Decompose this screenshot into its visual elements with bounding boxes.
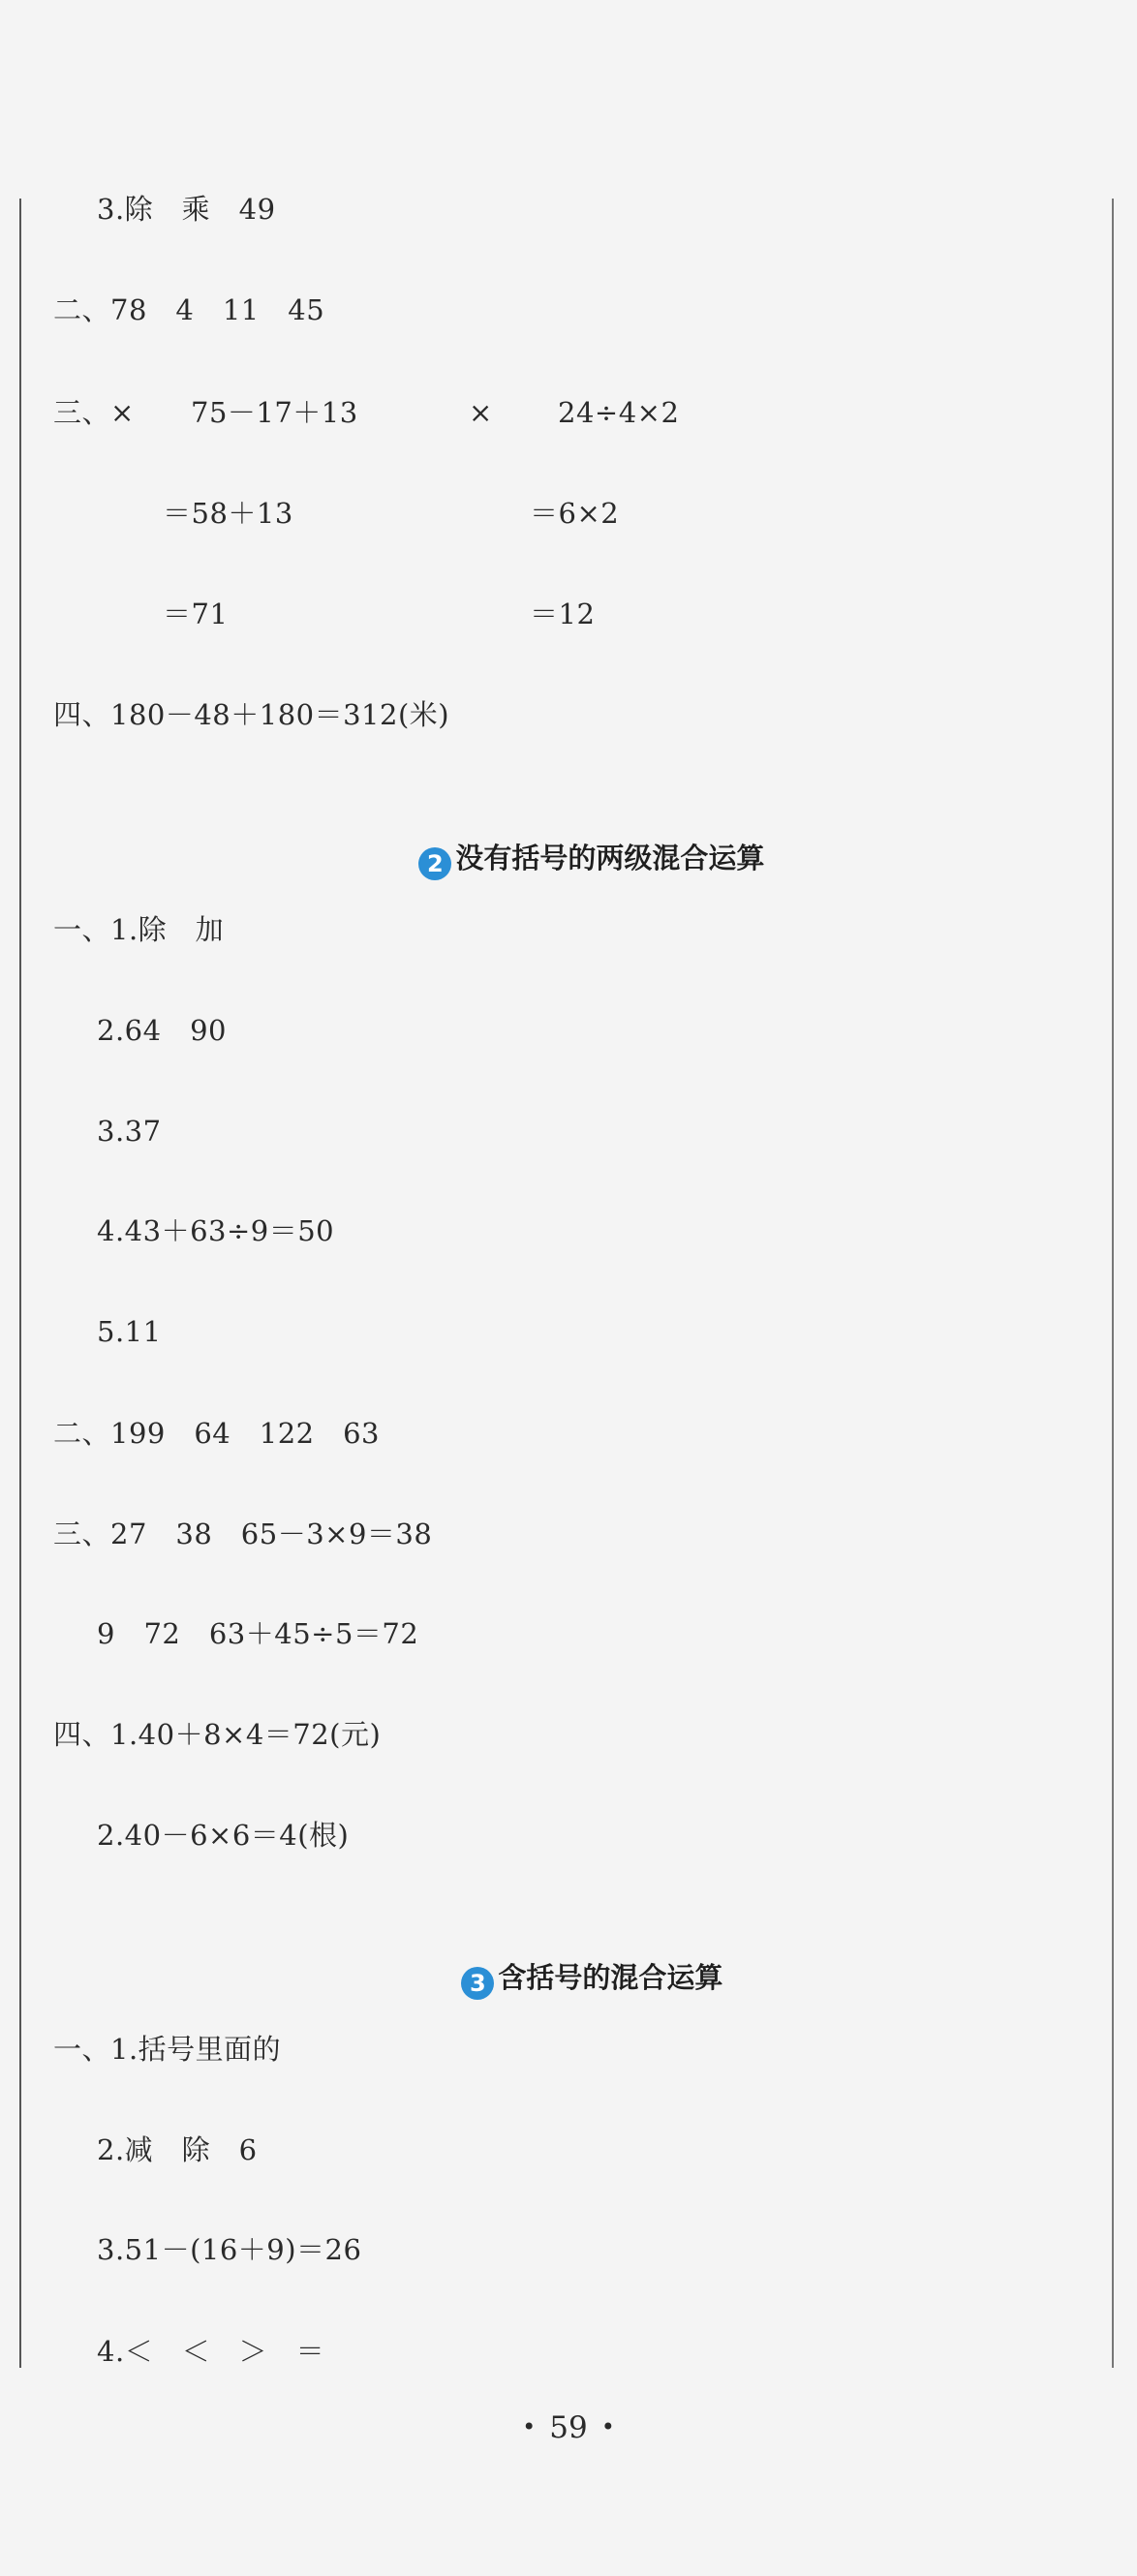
answer-line: 24÷4×2 <box>558 396 680 429</box>
section-number-badge: 2 <box>418 847 451 880</box>
page-dot: • <box>600 2413 615 2440</box>
answer-line: ＝12 <box>530 598 596 630</box>
page-dot: • <box>522 2413 537 2440</box>
answer-line: 2.减 除 6 <box>97 2133 258 2166</box>
answer-line: 二、78 4 11 45 <box>53 293 325 326</box>
answer-line: 4.＜ ＜ ＞ ＝ <box>97 2335 325 2368</box>
answer-line: 3.除 乘 49 <box>97 193 276 226</box>
answer-line: 5.11 <box>97 1315 162 1348</box>
answer-line: 75－17＋13 <box>191 396 358 429</box>
answer-line: ＝6×2 <box>530 497 620 530</box>
page-number <box>0 2409 1137 2445</box>
answer-line: 三、× <box>53 396 135 429</box>
section-heading <box>422 1925 722 2035</box>
answer-line: 9 72 63＋45÷5＝72 <box>97 1617 419 1650</box>
page-number-value: 59 <box>549 2410 588 2445</box>
left-margin-rule <box>19 199 21 2368</box>
answer-line: 二、199 64 122 63 <box>53 1417 381 1450</box>
answer-line: 一、1.除 加 <box>53 913 225 946</box>
answer-line: 4.43＋63÷9＝50 <box>97 1214 335 1247</box>
section-title: 含括号的混合运算 <box>498 1961 723 1994</box>
answer-line: ＝71 <box>163 598 229 630</box>
answer-line: 3.37 <box>97 1115 162 1148</box>
section-number-badge: 3 <box>461 1967 494 2000</box>
answer-line: 2.64 90 <box>97 1014 227 1047</box>
answer-line: 四、1.40＋8×4＝72(元) <box>53 1718 382 1751</box>
section-title: 没有括号的两级混合运算 <box>455 842 765 874</box>
answer-line: × <box>469 396 493 429</box>
answer-line: 四、180－48＋180＝312(米) <box>53 698 450 731</box>
answer-line: 3.51－(16＋9)＝26 <box>97 2233 362 2266</box>
section-heading <box>380 806 764 915</box>
answer-line: 一、1.括号里面的 <box>53 2033 282 2066</box>
right-margin-rule <box>1112 199 1114 2368</box>
answer-line: 三、27 38 65－3×9＝38 <box>53 1518 433 1550</box>
answer-line: 2.40－6×6＝4(根) <box>97 1819 350 1852</box>
answer-line: ＝58＋13 <box>163 497 293 530</box>
